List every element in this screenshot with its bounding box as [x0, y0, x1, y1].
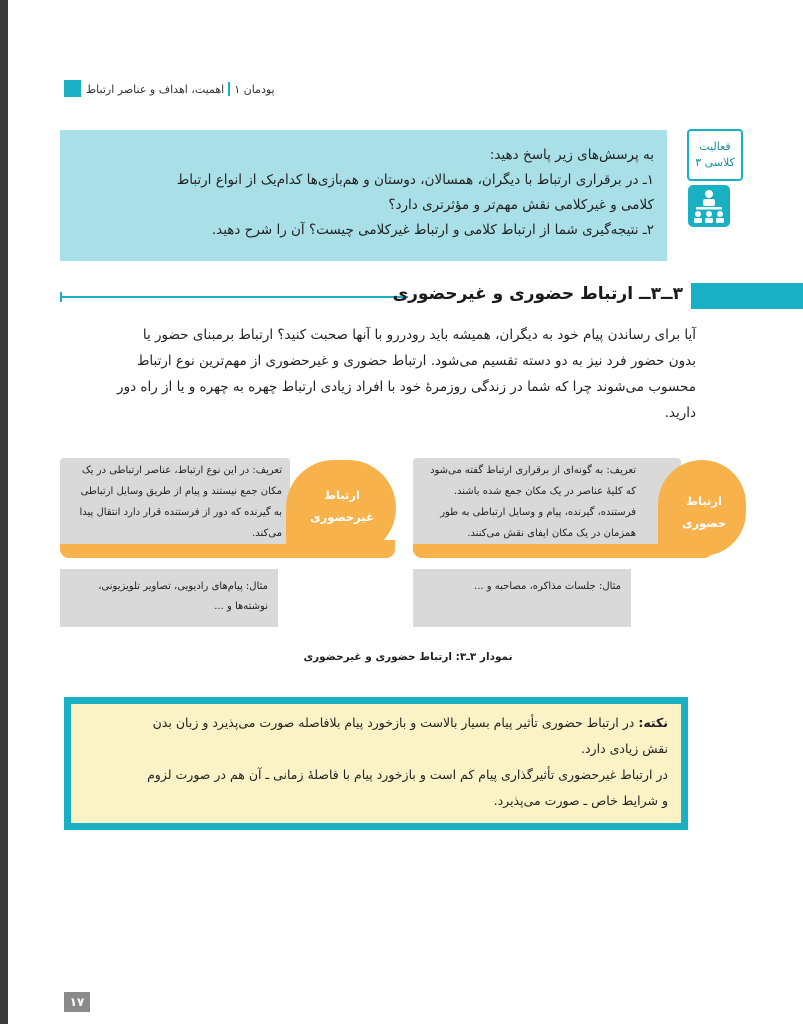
definition-line: همزمان در یک مکان ایفای نقش می‌کنند. [467, 528, 636, 539]
heading-rule [60, 296, 408, 298]
in-person-example: مثال: جلسات مذاکره، مصاحبه و ... [413, 569, 631, 627]
body-paragraph [60, 322, 696, 426]
paragraph-line: آیا برای رساندن پیام خود به دیگران، همیشه باید رودررو با آنها صحبت کنید؟ ارتباط برمبنای حضور یا [142, 327, 696, 343]
definition-line: مکان جمع نیستند و پیام از طریق وسایل ارتباطی [80, 486, 282, 497]
heading-band [691, 283, 803, 309]
textbook-page [8, 0, 803, 1024]
paragraph-line: محسوب می‌شوند چرا که شما در زندگی روزمرهٔ خود با افراد زیادی ارتباط چهره به چهره و یا از راه دور [117, 379, 696, 395]
section-title: ۳ــ۳ــ ارتباط حضوری و غیرحضوری [392, 284, 683, 304]
note-line-4: و شرایط خاص ـ صورت می‌پذیرد. [493, 793, 668, 808]
activity-label-line2: کلاسی ۳ [695, 156, 735, 169]
activity-line: کلامی و غیرکلامی نقش مهم‌تر و مؤثرتری دارد؟ [388, 197, 654, 213]
note-line-2: نقش زیادی دارد. [581, 741, 668, 756]
definition-line: می‌کند. [252, 528, 282, 539]
definition-line: که کلیهٔ عناصر در یک مکان جمع شده باشند. [453, 486, 636, 497]
note-line-1: در ارتباط حضوری تأثیر پیام بسیار بالاست و بازخورد پیام بلافاصله صورت می‌پذیرد و زبان بدن [152, 715, 635, 730]
remote-definition [64, 460, 282, 544]
example-line: نوشته‌ها و ... [214, 601, 268, 612]
activity-line: ۱ـ در برقراری ارتباط با دیگران، همسالان، دوستان و هم‌بازی‌ها کدام‌یک از انواع ارتباط [176, 172, 654, 188]
running-header [86, 79, 275, 99]
definition-line: به گیرنده که دور از فرستنده قرار دارد انتقال پیدا [79, 507, 282, 518]
in-person-definition [420, 460, 636, 544]
remote-badge-label [296, 484, 388, 528]
note-line-3: در ارتباط غیرحضوری تأثیرگذاری پیام کم است و بازخورد پیام با فاصلهٔ زمانی ـ آن هم در صورت لزوم [147, 767, 668, 782]
activity-label [687, 129, 743, 181]
activity-label-line1: فعالیت [699, 140, 731, 153]
note-text [78, 710, 668, 814]
remote-example [60, 569, 278, 627]
remote-badge-line2: غیرحضوری [310, 510, 374, 524]
header-divider [228, 82, 230, 96]
note-label: نکته: [638, 715, 668, 730]
activity-questions [74, 143, 654, 243]
in-person-badge-label: ارتباط حضوری [682, 494, 726, 530]
diagram-caption: نمودار ۳ـ۳: ارتباط حضوری و غیرحضوری [303, 651, 513, 663]
definition-line: تعریف: در این نوع ارتباط، عناصر ارتباطی در یک [81, 465, 282, 476]
definition-line: فرستنده، گیرنده، پیام و وسایل ارتباطی به طور [440, 507, 636, 518]
activity-line: به پرسش‌های زیر پاسخ دهید: [489, 147, 654, 163]
header-title: اهمیت، اهداف و عناصر ارتباط [86, 82, 225, 96]
header-marker [64, 80, 81, 97]
paragraph-line: بدون حضور فرد نیز به دو دسته تقسیم می‌شود. ارتباط حضوری و غیرحضوری از مهم‌ترین نوع ارتباط [136, 353, 696, 369]
paragraph-line: دارید. [664, 405, 696, 421]
module-label: پودمان ۱ [234, 82, 275, 96]
definition-line: تعریف: به گونه‌ای از برقراری ارتباط گفته می‌شود [430, 465, 636, 476]
page-number: ۱۷ [64, 992, 90, 1012]
example-line: مثال: پیام‌های رادیویی، تصاویر تلویزیونی، [98, 581, 268, 592]
activity-line: ۲ـ نتیجه‌گیری شما از ارتباط کلامی و ارتباط غیرکلامی چیست؟ آن را شرح دهید. [211, 222, 654, 238]
remote-badge-line1: ارتباط [324, 488, 360, 502]
note-line [78, 710, 668, 736]
group-discussion-icon [688, 185, 730, 227]
